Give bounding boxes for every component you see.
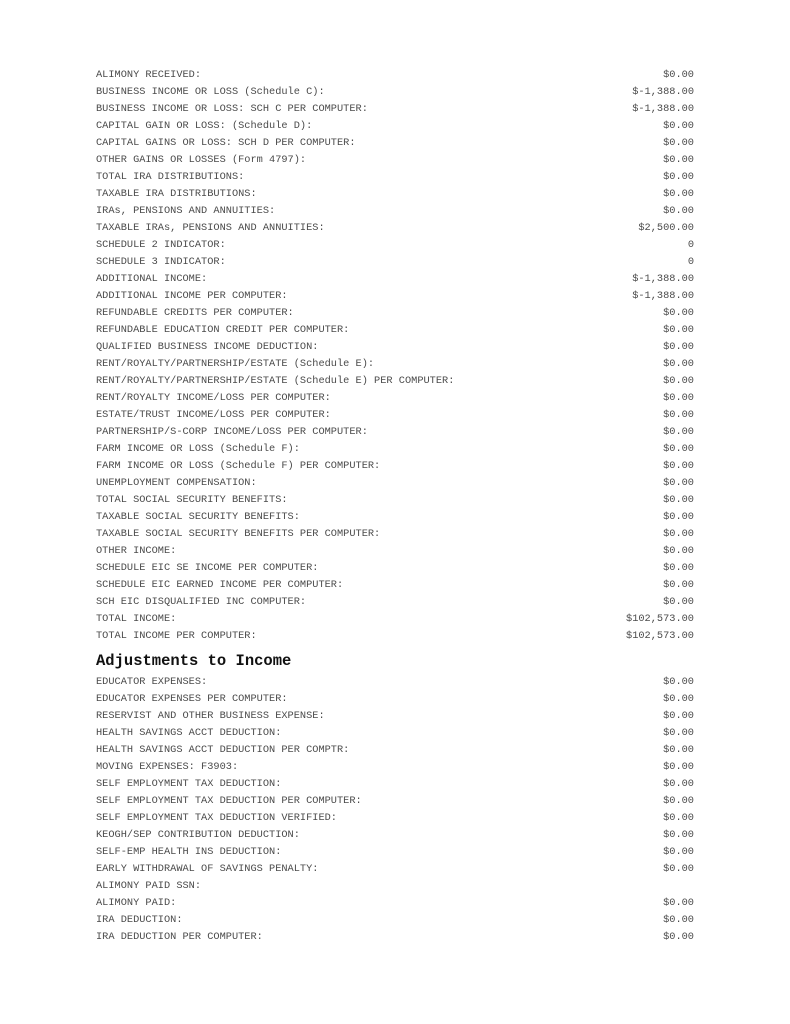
line-item-value: $0.00 [663,579,694,591]
line-item-value: $0.00 [663,494,694,506]
line-item-value: $0.00 [663,205,694,217]
line-item-row [96,878,694,895]
line-item-label: TOTAL IRA DISTRIBUTIONS: [96,171,245,183]
line-item-value: $0.00 [663,426,694,438]
line-item-row [96,810,694,827]
line-item-value: $0.00 [663,676,694,688]
line-item-row [96,271,694,288]
line-item-row [96,577,694,594]
line-item-row [96,254,694,271]
line-item-row [96,305,694,322]
line-item-label: ADDITIONAL INCOME: [96,273,208,285]
adjustments-section [96,674,694,946]
line-item-value: $0.00 [663,897,694,909]
line-item-value: $-1,388.00 [632,86,694,98]
line-item-label: QUALIFIED BUSINESS INCOME DEDUCTION: [96,341,319,353]
line-item-row [96,475,694,492]
line-item-label: RESERVIST AND OTHER BUSINESS EXPENSE: [96,710,325,722]
line-item-label: BUSINESS INCOME OR LOSS (Schedule C): [96,86,325,98]
line-item-label: IRAs, PENSIONS AND ANNUITIES: [96,205,276,217]
line-item-value: $0.00 [663,511,694,523]
line-item-row [96,373,694,390]
line-item-row [96,560,694,577]
line-item-row [96,611,694,628]
line-item-label: CAPITAL GAIN OR LOSS: (Schedule D): [96,120,313,132]
line-item-value: $0.00 [663,812,694,824]
line-item-label: PARTNERSHIP/S-CORP INCOME/LOSS PER COMPUTER: [96,426,368,438]
line-item-label: HEALTH SAVINGS ACCT DEDUCTION PER COMPTR: [96,744,350,756]
line-item-row [96,152,694,169]
line-item-row [96,861,694,878]
line-item-value: $-1,388.00 [632,290,694,302]
line-item-label: RENT/ROYALTY/PARTNERSHIP/ESTATE (Schedule E): [96,358,375,370]
line-item-label: IRA DEDUCTION: [96,914,183,926]
line-item-row [96,339,694,356]
line-item-row [96,288,694,305]
line-item-value: $0.00 [663,693,694,705]
line-item-row [96,912,694,929]
line-item-label: EDUCATOR EXPENSES: [96,676,208,688]
line-item-value: $0.00 [663,188,694,200]
line-item-row [96,356,694,373]
line-item-row [96,169,694,186]
line-item-row [96,458,694,475]
line-item-value: $0.00 [663,545,694,557]
line-item-label: EARLY WITHDRAWAL OF SAVINGS PENALTY: [96,863,319,875]
line-item-label: BUSINESS INCOME OR LOSS: SCH C PER COMPUTER: [96,103,368,115]
line-item-value: $0.00 [663,931,694,943]
line-item-row [96,441,694,458]
line-item-label: ALIMONY PAID SSN: [96,880,202,892]
line-item-row [96,742,694,759]
line-item-value: $0.00 [663,154,694,166]
line-item-label: ADDITIONAL INCOME PER COMPUTER: [96,290,288,302]
line-item-label: SELF-EMP HEALTH INS DEDUCTION: [96,846,282,858]
line-item-row [96,827,694,844]
line-item-value: $2,500.00 [638,222,694,234]
line-item-row [96,509,694,526]
line-item-row [96,84,694,101]
line-item-value: $0.00 [663,69,694,81]
line-item-value: $0.00 [663,795,694,807]
line-item-row [96,67,694,84]
line-item-value: $0.00 [663,710,694,722]
line-item-value: $0.00 [663,324,694,336]
line-item-value: 0 [687,239,694,251]
line-item-row [96,118,694,135]
line-item-row [96,776,694,793]
line-item-value: $0.00 [663,137,694,149]
line-item-label: TOTAL INCOME PER COMPUTER: [96,630,257,642]
line-item-row [96,929,694,946]
line-item-label: TAXABLE SOCIAL SECURITY BENEFITS: [96,511,300,523]
line-item-label: SCHEDULE EIC SE INCOME PER COMPUTER: [96,562,319,574]
adjustments-heading: Adjustments to Income [96,652,292,670]
line-item-label: REFUNDABLE CREDITS PER COMPUTER: [96,307,294,319]
line-item-row [96,135,694,152]
line-item-row [96,793,694,810]
line-item-label: UNEMPLOYMENT COMPENSATION: [96,477,257,489]
line-item-row [96,844,694,861]
line-item-value: $0.00 [663,562,694,574]
line-item-row [96,101,694,118]
line-item-label: RENT/ROYALTY/PARTNERSHIP/ESTATE (Schedule E) PER COMPUTER: [96,375,455,387]
line-item-value: $0.00 [663,829,694,841]
line-item-label: SCHEDULE 3 INDICATOR: [96,256,226,268]
line-item-label: SELF EMPLOYMENT TAX DEDUCTION: [96,778,282,790]
line-item-row [96,691,694,708]
line-item-row [96,708,694,725]
line-item-value: $-1,388.00 [632,273,694,285]
line-item-label: EDUCATOR EXPENSES PER COMPUTER: [96,693,288,705]
line-item-label: ALIMONY PAID: [96,897,177,909]
line-item-label: FARM INCOME OR LOSS (Schedule F) PER COMPUTER: [96,460,381,472]
line-item-value: $0.00 [663,778,694,790]
line-item-value: $0.00 [663,596,694,608]
line-item-label: OTHER INCOME: [96,545,177,557]
line-item-row [96,203,694,220]
line-item-value: $0.00 [663,358,694,370]
line-item-label: SCHEDULE 2 INDICATOR: [96,239,226,251]
line-item-value: $102,573.00 [626,630,694,642]
line-item-value: $0.00 [663,307,694,319]
line-item-row [96,407,694,424]
line-item-row [96,543,694,560]
line-item-label: SCHEDULE EIC EARNED INCOME PER COMPUTER: [96,579,344,591]
line-item-value: $0.00 [663,120,694,132]
line-item-label: CAPITAL GAINS OR LOSS: SCH D PER COMPUTER: [96,137,356,149]
line-item-row [96,390,694,407]
line-item-value: $0.00 [663,761,694,773]
line-item-value: 0 [687,256,694,268]
line-item-value: $0.00 [663,460,694,472]
line-item-label: TOTAL SOCIAL SECURITY BENEFITS: [96,494,288,506]
line-item-value: $0.00 [663,477,694,489]
line-item-label: ESTATE/TRUST INCOME/LOSS PER COMPUTER: [96,409,331,421]
line-item-label: TOTAL INCOME: [96,613,177,625]
line-item-row [96,674,694,691]
line-item-value: $0.00 [663,409,694,421]
line-item-value: $0.00 [663,171,694,183]
line-item-value: $0.00 [663,341,694,353]
line-item-value: $0.00 [663,846,694,858]
line-item-label: SELF EMPLOYMENT TAX DEDUCTION PER COMPUTER: [96,795,362,807]
line-item-row [96,237,694,254]
line-item-value: $-1,388.00 [632,103,694,115]
line-item-label: TAXABLE IRA DISTRIBUTIONS: [96,188,257,200]
line-item-value: $0.00 [663,863,694,875]
line-item-value: $0.00 [663,744,694,756]
line-item-label: KEOGH/SEP CONTRIBUTION DEDUCTION: [96,829,300,841]
line-item-value: $0.00 [663,727,694,739]
line-item-row [96,895,694,912]
line-item-label: TAXABLE IRAs, PENSIONS AND ANNUITIES: [96,222,325,234]
line-item-label: MOVING EXPENSES: F3903: [96,761,239,773]
line-item-label: REFUNDABLE EDUCATION CREDIT PER COMPUTER: [96,324,350,336]
line-item-value: $102,573.00 [626,613,694,625]
line-item-label: OTHER GAINS OR LOSSES (Form 4797): [96,154,307,166]
line-item-row [96,220,694,237]
line-item-row [96,725,694,742]
line-item-value: $0.00 [663,392,694,404]
line-item-label: TAXABLE SOCIAL SECURITY BENEFITS PER COMPUTER: [96,528,381,540]
line-item-row [96,492,694,509]
line-item-label: HEALTH SAVINGS ACCT DEDUCTION: [96,727,282,739]
line-item-label: SELF EMPLOYMENT TAX DEDUCTION VERIFIED: [96,812,337,824]
line-item-row [96,759,694,776]
line-item-label: FARM INCOME OR LOSS (Schedule F): [96,443,300,455]
line-item-row [96,594,694,611]
income-section [96,67,694,645]
transcript-page [96,67,694,946]
line-item-row [96,628,694,645]
line-item-value: $0.00 [663,375,694,387]
line-item-row [96,424,694,441]
line-item-value: $0.00 [663,914,694,926]
line-item-row [96,322,694,339]
line-item-label: RENT/ROYALTY INCOME/LOSS PER COMPUTER: [96,392,331,404]
line-item-value: $0.00 [663,528,694,540]
line-item-row [96,186,694,203]
line-item-label: ALIMONY RECEIVED: [96,69,202,81]
line-item-label: IRA DEDUCTION PER COMPUTER: [96,931,263,943]
line-item-value: $0.00 [663,443,694,455]
line-item-row [96,526,694,543]
line-item-label: SCH EIC DISQUALIFIED INC COMPUTER: [96,596,307,608]
